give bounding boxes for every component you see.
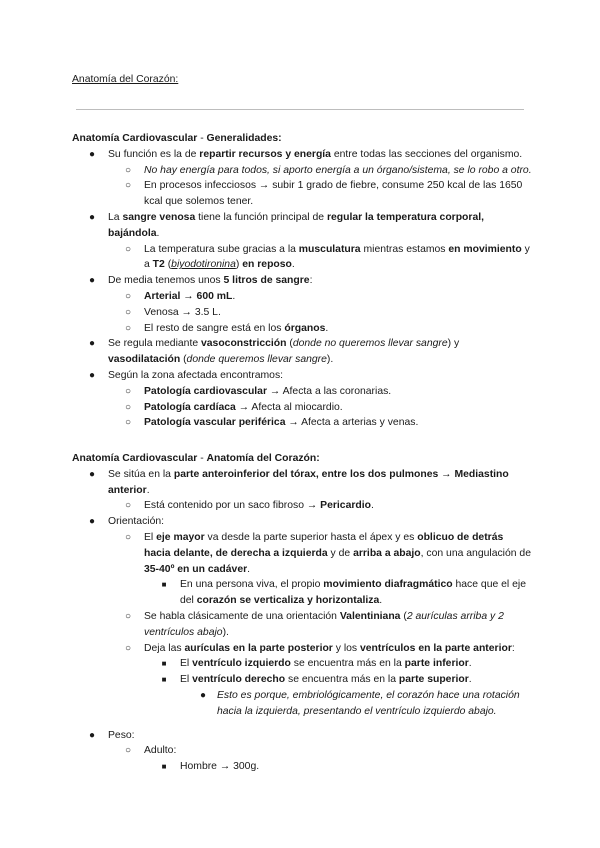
text-run: ) y [447,338,460,350]
bullet-circle-icon: ○ [124,500,132,512]
bullet-dot-icon: ● [88,211,96,223]
bullet-dot-icon: ● [88,729,96,741]
text-run: → Afecta a arterias y venas. [285,417,419,429]
text-run: . [468,674,472,686]
list-item [72,656,532,672]
text-run: Orientación: [108,516,165,528]
text-run: mientras estamos [360,243,449,255]
bold-text: Patología vascular periférica [144,417,286,429]
bold-text: en reposo [242,259,292,271]
italic-text: Esto es porque, embriológicamente, el corazón hace una rotación hacia la izquierda, presentando el ventrículo izquierdo abajo. [217,689,520,717]
list-item [72,514,532,530]
text-run: hace que el eje del [180,579,526,607]
bold-text: parte anteroinferior del tórax, entre los dos pulmones → Mediastino anterior [108,468,509,496]
text-run: se encuentra más en la [290,658,405,670]
bullet-square-icon: ■ [161,675,167,685]
text-run: y los [332,642,360,654]
list-item [72,273,532,289]
text-run: Está contenido por un saco fibroso → [144,500,321,512]
text-run: Según la zona afectada encontramos: [108,369,284,381]
bold-text: 5 litros de sangre [223,275,310,287]
italic-underlined-text: biyodotironina [171,259,236,271]
list-item [72,400,532,416]
bold-text: parte inferior [404,658,469,670]
bullet-dot-icon: ● [199,689,207,701]
list-item [72,415,532,431]
text-run: Deja las [144,642,185,654]
text-run: Peso: [108,729,135,741]
bold-text: parte superior [398,674,469,686]
bullet-circle-icon: ○ [124,610,132,622]
text-run: El resto de sangre está en los [144,322,285,334]
bold-text: Pericardio [320,500,371,512]
bullet-circle-icon: ○ [124,164,132,176]
list-item [72,336,532,368]
bold-text: órganos [284,322,326,334]
list-item [72,743,532,759]
list-item [72,759,532,775]
text-run: Adulto: [144,745,177,757]
text-run: → Afecta al miocardio. [235,401,343,413]
text-run: va desde la parte superior hasta el ápex y es [204,531,418,543]
text-run: En una persona viva, el propio [180,579,324,591]
text-run: Venosa → 3.5 L. [144,306,221,318]
text-run: El [180,674,193,686]
text-run: ). [326,354,334,366]
italic-text: donde queremos llevar sangre [186,354,327,366]
bold-text: eje mayor [156,531,205,543]
bullet-circle-icon: ○ [124,290,132,302]
list-item [72,530,532,577]
document-title: Anatomía del Corazón: [72,74,179,85]
text-run: ) [235,259,243,271]
text-run: La [108,211,123,223]
text-run: entre todas las secciones del organismo. [330,148,523,160]
text-run: El [180,658,193,670]
bullet-dot-icon: ● [88,338,96,350]
heading-part: Anatomía del Corazón: [206,453,320,464]
text-run: Hombre → 300g. [180,761,260,773]
bold-text: arriba a abajo [353,547,421,559]
bullet-dot-icon: ● [88,148,96,160]
section-anatomia-corazon [72,451,532,775]
text-run: : [511,642,515,654]
list-item [72,467,532,499]
text-run: tiene la función principal de [195,211,327,223]
bold-text: aurículas en la parte posterior [184,642,333,654]
section-heading [72,131,532,147]
text-run: → Afecta a las coronarias. [267,385,392,397]
text-run: . [291,259,295,271]
bold-text: Arterial → 600 mL [144,290,233,302]
list-item [72,147,532,163]
heading-separator: - [197,453,207,464]
bullet-list [72,467,532,775]
list-item [72,321,532,337]
italic-text: 2 aurículas arriba y 2 ventrículos abajo [144,610,504,638]
bullet-square-icon: ■ [161,762,167,772]
list-item [72,242,532,274]
section-heading [72,451,532,467]
bold-text: ventrículo izquierdo [192,658,291,670]
bullet-dot-icon: ● [88,468,96,480]
list-item [72,178,532,210]
bold-text: sangre venosa [122,211,196,223]
text-run: ( [286,338,293,350]
text-run: . [325,322,329,334]
italic-text: donde no queremos llevar sangre [292,338,448,350]
text-run: La temperatura sube gracias a la [144,243,299,255]
bullet-dot-icon: ● [88,516,96,528]
bullet-circle-icon: ○ [124,642,132,654]
text-run: ( [400,610,407,622]
bullet-circle-icon: ○ [124,745,132,757]
text-run: . [379,595,383,607]
text-run: y a [144,243,530,271]
text-run: : [309,275,313,287]
text-run: En procesos infecciosos → subir 1 grado de fiebre, consume 250 kcal de las 1650 kcal que solemos tener. [144,180,523,208]
text-run: . [146,484,150,496]
bullet-circle-icon: ○ [124,243,132,255]
text-run: Se sitúa en la [108,468,174,480]
bullet-circle-icon: ○ [124,417,132,429]
bold-text: corazón se verticaliza y horizontaliza [196,595,380,607]
heading-part: Generalidades: [206,133,282,144]
list-item [72,305,532,321]
text-run: ( [180,354,187,366]
bold-text: ventrículo derecho [192,674,286,686]
bold-text: Patología cardíaca [144,401,236,413]
bullet-square-icon: ■ [161,659,167,669]
list-item [72,672,532,688]
list-item [72,163,532,179]
bold-text: regular la temperatura corporal, bajándola [108,211,485,239]
list-item [72,498,532,514]
text-run: y de [327,547,354,559]
bullet-circle-icon: ○ [124,401,132,413]
list-item [72,641,532,657]
text-run: Se habla clásicamente de una orientación [144,610,340,622]
horizontal-divider [76,109,524,110]
list-item [72,728,532,744]
list-item [72,384,532,400]
bullet-circle-icon: ○ [124,531,132,543]
text-run: El [144,531,157,543]
bold-text: vasoconstricción [201,338,287,350]
heading-separator: - [197,133,207,144]
list-item [72,577,532,609]
bullet-dot-icon: ● [88,369,96,381]
bold-text: movimiento diafragmático [323,579,453,591]
list-item [72,688,532,720]
text-run: ). [222,626,229,638]
text-run: . [247,563,251,575]
bullet-circle-icon: ○ [124,322,132,334]
bold-text: Patología cardiovascular [144,385,268,397]
italic-text: No hay energía para todos, si aporto energía a un órgano/sistema, se lo robo a otro. [144,164,532,176]
bullet-square-icon: ■ [161,580,167,590]
bold-text: vasodilatación [108,354,181,366]
bold-text: en movimiento [448,243,522,255]
section-generalidades [72,131,532,431]
text-run: Su función es la de [108,148,200,160]
bold-text: Valentiniana [339,610,401,622]
bold-text: T2 [152,259,165,271]
text-run: ( [164,259,172,271]
bullet-list [72,147,532,431]
bullet-circle-icon: ○ [124,385,132,397]
bold-text: oblicuo de detrás hacia delante, de derecha a izquierda [144,531,504,559]
bullet-circle-icon: ○ [124,306,132,318]
bullet-dot-icon: ● [88,275,96,287]
list-item [72,368,532,384]
text-run: . [232,290,236,302]
bold-text: 35-40º en un cadáver [144,563,248,575]
text-run: se encuentra más en la [285,674,399,686]
text-run: De media tenemos unos [108,275,224,287]
text-run: . [156,227,160,239]
text-run: . [468,658,472,670]
text-run: Se regula mediante [108,338,201,350]
bullet-circle-icon: ○ [124,180,132,192]
list-item [72,210,532,242]
text-run: . [371,500,374,512]
text-run: , con una angulación de [420,547,531,559]
bold-text: ventrículos en la parte anterior [360,642,512,654]
list-item [72,609,532,641]
bold-text: repartir recursos y energía [199,148,331,160]
list-item [72,289,532,305]
bold-text: musculatura [298,243,361,255]
heading-part: Anatomía Cardiovascular [72,453,198,464]
heading-part: Anatomía Cardiovascular [72,133,198,144]
